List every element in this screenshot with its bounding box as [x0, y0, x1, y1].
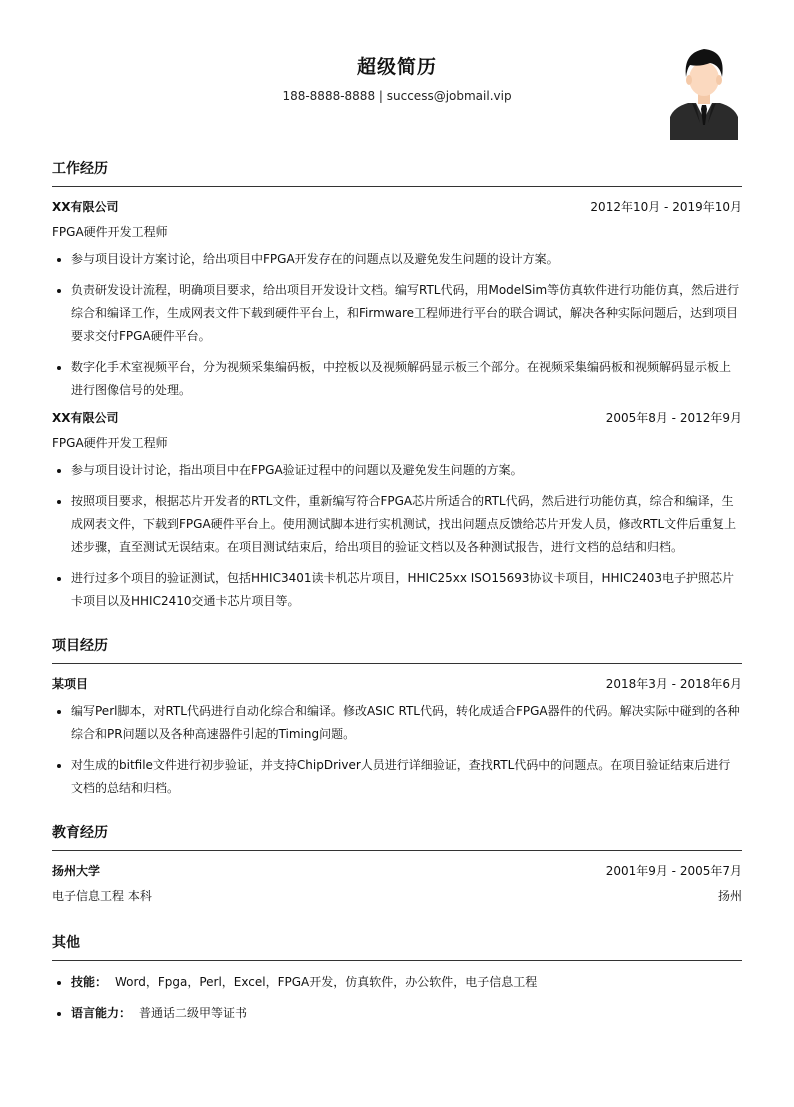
language-label: 语言能力：: [71, 1006, 132, 1020]
skills-label: 技能：: [71, 975, 108, 989]
list-item: • 参与项目设计讨论，指出项目中在FPGA验证过程中的问题以及避免发生问题的方案。: [71, 459, 742, 482]
job-bullets: [52, 248, 742, 402]
list-item: • 进行过多个项目的验证测试，包括HHIC3401读卡机芯片项目，HHIC25xx ISO15693协议卡项目，HHIC2403电子护照芯片卡项目以及HHIC2410交通卡芯片项目等。: [71, 567, 742, 613]
project-period: 2018年3月 - 2018年6月: [605, 677, 742, 691]
other-section: [52, 932, 742, 1025]
contact-info: 188-8888-8888 | success@jobmail.vip: [282, 89, 512, 103]
project-name: 某项目: [52, 677, 89, 691]
job-position: FPGA硬件开发工程师: [52, 225, 168, 239]
list-item: • 对生成的bitfile文件进行初步验证，并支持ChipDriver人员进行详细验证，查找RTL代码中的问题点。在项目验证结束后进行文档的总结和归档。: [71, 754, 742, 800]
project-bullets: [52, 700, 742, 800]
job-bullets: [52, 459, 742, 613]
education-location: 扬州: [717, 889, 742, 903]
section-title-projects: 项目经历: [52, 635, 742, 664]
project-section: [52, 635, 742, 800]
job-period: 2005年8月 - 2012年9月: [605, 411, 742, 425]
job-position: FPGA硬件开发工程师: [52, 436, 168, 450]
education-section: [52, 822, 742, 906]
work-section: [52, 158, 742, 613]
job-entry: [52, 197, 742, 402]
list-item: • 数字化手术室视频平台，分为视频采集编码板，中控板以及视频解码显示板三个部分。在视频采集编码板和视频解码显示板上进行图像信号的处理。: [71, 356, 742, 402]
section-title-work: 工作经历: [52, 158, 742, 187]
job-company: XX有限公司: [52, 411, 119, 425]
candidate-name: 超级简历: [356, 56, 437, 78]
skills-value: Word，Fpga，Perl，Excel，FPGA开发，仿真软件，办公软件，电子信息工程: [115, 975, 538, 989]
skills-item: [71, 971, 742, 994]
list-item: • 负责研发设计流程，明确项目要求，给出项目开发设计文档。编写RTL代码，用ModelSim等仿真软件进行功能仿真，然后进行综合和编译工作，生成网表文件下载到硬件平台上，和Firmware工程师进行平台的联合调试，解决各种实际问题后，达到项目要求交付FPGA硬件平台。: [71, 279, 742, 348]
section-title-education: 教育经历: [52, 822, 742, 851]
job-company: XX有限公司: [52, 200, 119, 214]
list-item: • 按照项目要求，根据芯片开发者的RTL文件，重新编写符合FPGA芯片所适合的RTL代码，然后进行功能仿真，综合和编译，生成网表文件，下载到FPGA硬件平台上。使用测试脚本进行实机测试，找出问题点反馈给芯片开发人员，修改RTL文件后重复上述步骤，直至测试无误结束。在项目测试结束后，给出项目的验证文档以及各种测试报告，进行文档的总结和归档。: [71, 490, 742, 559]
school-name: 扬州大学: [52, 864, 101, 878]
job-period: 2012年10月 - 2019年10月: [590, 200, 742, 214]
list-item: • 编写Perl脚本，对RTL代码进行自动化综合和编译。修改ASIC RTL代码，转化成适合FPGA器件的代码。解决实际中碰到的各种综合和PR问题以及各种高速器件引起的Timing问题。: [71, 700, 742, 746]
other-list: [52, 971, 742, 1025]
education-major: 电子信息工程 本科: [52, 889, 152, 903]
language-item: [71, 1002, 742, 1025]
avatar-icon: [670, 45, 738, 140]
resume-header: [0, 0, 794, 150]
education-period: 2001年9月 - 2005年7月: [605, 864, 742, 878]
list-item: • 参与项目设计方案讨论，给出项目中FPGA开发存在的问题点以及避免发生问题的设计方案。: [71, 248, 742, 271]
language-value: 普通话二级甲等证书: [139, 1006, 248, 1020]
section-title-other: 其他: [52, 932, 742, 961]
job-entry: [52, 408, 742, 613]
